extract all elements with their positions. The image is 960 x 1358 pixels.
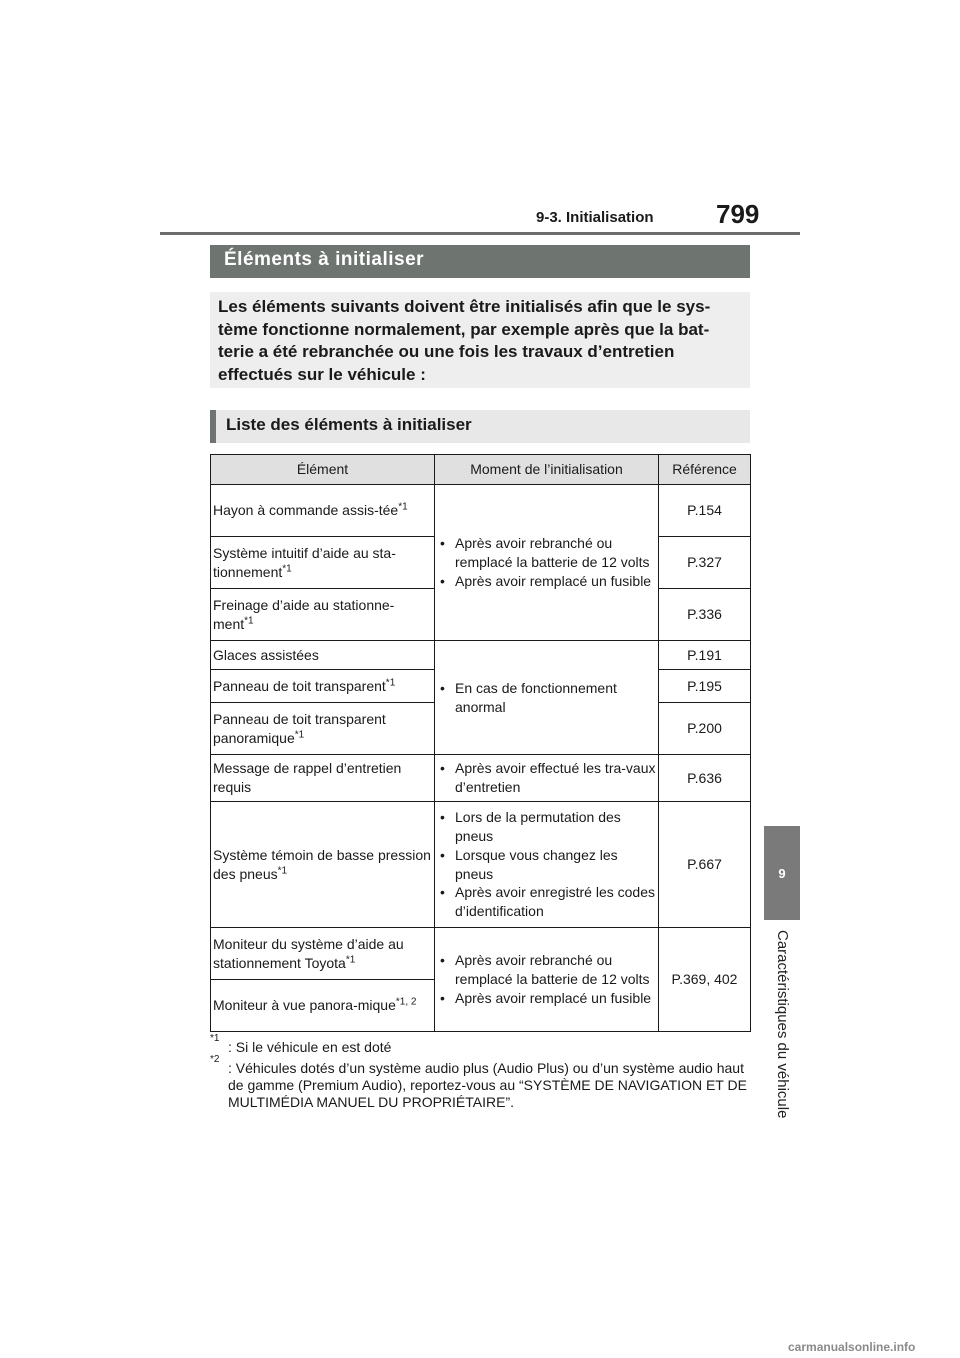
list-item: • Après avoir rebranché ou remplacé la batterie de 12 volts	[437, 534, 656, 572]
page-number: 799	[716, 199, 760, 229]
element-cell: Message de rappel d’entretien requis	[211, 755, 435, 802]
section-heading: Éléments à initialiser	[224, 249, 425, 270]
reference-cell: P.191	[659, 641, 751, 670]
reference-cell: P.200	[659, 703, 751, 755]
table-row	[211, 755, 751, 802]
element-cell: Freinage d’aide au stationne-ment$^{*1}$	[211, 589, 435, 641]
header-rule	[160, 232, 800, 235]
table-header-row	[211, 455, 751, 485]
list-item: • Après avoir remplacé un fusible	[437, 572, 656, 591]
moment-cell	[435, 485, 659, 641]
reference-cell: P.154	[659, 485, 751, 537]
element-cell: Système témoin de basse pression des pneus$^{*1}$	[211, 802, 435, 928]
reference-cell: P.369, 402	[659, 928, 751, 1032]
moment-cell	[435, 755, 659, 802]
element-cell: Panneau de toit transparent$^{*1}$	[211, 670, 435, 703]
list-item: • Après avoir remplacé un fusible	[437, 989, 656, 1008]
reference-cell: P.195	[659, 670, 751, 703]
list-item: • Après avoir enregistré les codes d’identification	[437, 883, 656, 921]
header-moment: Moment de l’initialisation	[435, 455, 659, 485]
reference-cell: P.636	[659, 755, 751, 802]
element-cell: Moniteur à vue panora-mique$^{*1, 2}$	[211, 980, 435, 1032]
initialization-table	[210, 454, 751, 1032]
element-cell: Système intuitif d’aide au sta-tionnement$^{*1}$	[211, 537, 435, 589]
list-item: • Lorsque vous changez les pneus	[437, 846, 656, 884]
chapter-tab	[764, 826, 800, 920]
element-cell: Moniteur du système d’aide au stationnement Toyota$^{*1}$	[211, 928, 435, 980]
list-item: • Après avoir rebranché ou remplacé la batterie de 12 volts	[437, 951, 656, 989]
table-row	[211, 641, 751, 670]
chapter-number: 9	[778, 865, 786, 881]
moment-cell	[435, 802, 659, 928]
element-cell: Glaces assistées	[211, 641, 435, 670]
intro-box	[210, 292, 750, 388]
header-element: Élément	[211, 455, 435, 485]
subheading-bar	[210, 410, 750, 443]
list-item: • Lors de la permutation des pneus	[437, 808, 656, 846]
element-cell: Hayon à commande assis-tée$^{*1}$	[211, 485, 435, 537]
footnotes	[210, 1033, 750, 1111]
header-reference: Référence	[659, 455, 751, 485]
footnote: *2 : Véhicules dotés d’un système audio plus (Audio Plus) ou d’un système audio haut de gamme (Premium Audio), reportez-vous au “SYSTÈME DE NAVIGATION ET DE MULTIMÉDIA MANUEL DU PROPRIÉTAIRE”.	[210, 1054, 747, 1110]
footnote: *1 : Si le véhicule en est doté	[210, 1033, 392, 1055]
element-cell: Panneau de toit transparent panoramique$^{*1}$	[211, 703, 435, 755]
reference-cell: P.667	[659, 802, 751, 928]
table-row	[211, 802, 751, 928]
table-row	[211, 485, 751, 537]
intro-text: Les éléments suivants doivent être initialisés afin que le sys-tème fonctionne normalement, par exemple après que la bat-terie a été rebranchée ou une fois les travaux d’entretien effectués sur le véhicule :	[218, 297, 711, 384]
section-title: 9-3. Initialisation	[536, 209, 654, 226]
moment-cell	[435, 928, 659, 1032]
section-heading-bar	[210, 245, 750, 278]
reference-cell: P.336	[659, 589, 751, 641]
reference-cell: P.327	[659, 537, 751, 589]
list-item: • Après avoir effectué les tra-vaux d’entretien	[437, 759, 656, 797]
table-row	[211, 928, 751, 980]
chapter-label: Caractéristiques du véhicule	[774, 930, 791, 1119]
watermark: carmanualsonline.info	[788, 1340, 916, 1354]
subheading: Liste des éléments à initialiser	[226, 415, 472, 434]
list-item: • En cas de fonctionnement anormal	[437, 679, 656, 717]
moment-cell	[435, 641, 659, 755]
